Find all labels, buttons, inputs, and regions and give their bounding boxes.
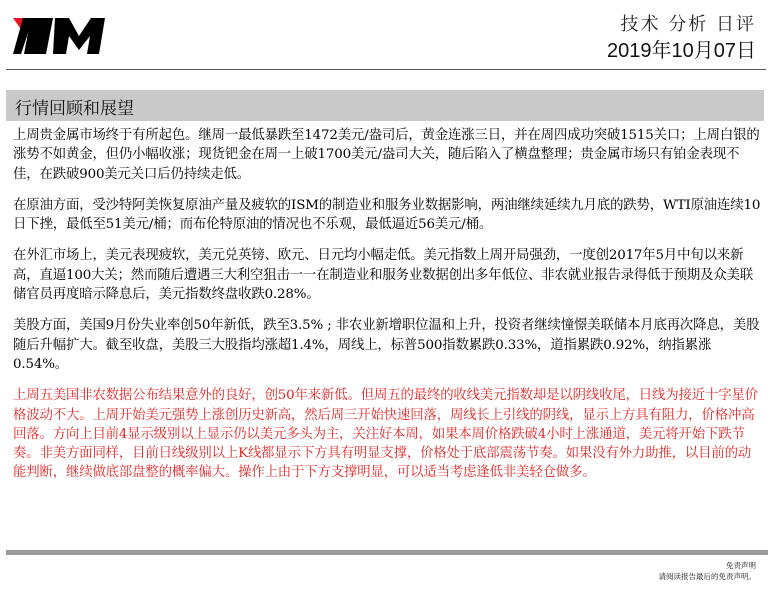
report-type: 技术 分析 日评 bbox=[620, 14, 756, 35]
report-body bbox=[13, 126, 761, 495]
paragraph-analysis: 上周五美国非农数据公布结果意外的良好，创50年来新低。但周五的最终的收线美元指数却是以阴线收尾，日线为接近十字星价格波动不大。上周开始美元强势上涨创历史新高，然后周三开始快速回落，周线长上引线的阴线，显示上方具有阻力，价格冲高回落。方向上目前4显示级别以上显示仍以美元多头为主，关注好本周，如果本周价格跌破4小时上涨通道，美元将开始下跌节奏。非美方面同样，目前日线级别以上K线都显示下方具有明显支撑，价格处于底部震荡节奏。如果没有外力助推，以目前的动能判断，继续做底部盘整的概率偏大。操作上由于下方支撑明显，可以适当考虑逢低非美轻仓做多。 bbox=[13, 388, 758, 481]
report-header bbox=[607, 14, 756, 64]
paragraph-forex: 在外汇市场上，美元表现疲软，美元兑英镑、欧元、日元均小幅走低。美元指数上周开局强劲，一度创2017年5月中旬以来新高，直逼100大关；然而随后遭遇三大利空狙击一一在制造业和服务业数据创出多年低位、非农就业报告录得低于预期及众美联储官员再度暗示降息后，美元指数终盘收跌0.28%。 bbox=[13, 248, 754, 303]
paragraph-us-stocks: 美股方面，美国9月份失业率创50年新低，跌至3.5% ; 非农业新增职位温和上升，投资者继续憧憬美联储本月底再次降息，美股随后升幅扩大。截至收盘，美股三大股指均涨超1.4%，周线上，标普500指数累跌0.33%，道指累跌0.92%，纳指累涨0.54%。 bbox=[13, 318, 760, 372]
paragraph-precious-metals: 上周贵金属市场终于有所起色。继周一最低暴跌至1472美元/盎司后，黄金连涨三日，并在周四成功突破1515关口；上周白银的涨势不如黄金，但仍小幅收涨；现货钯金在周一上破1700美元/盎司大关，随后陷入了横盘整理；贵金属市场只有铂金表现不佳，在跌破900美元关口后仍持续走低。 bbox=[13, 128, 760, 182]
header-divider bbox=[6, 69, 766, 70]
section-header bbox=[6, 90, 764, 121]
report-date: 2019年10月07日 bbox=[607, 40, 756, 62]
xm-logo bbox=[13, 14, 121, 58]
disclaimer-title: 免责声明 bbox=[726, 561, 756, 570]
paragraph-crude-oil: 在原油方面，受沙特阿美恢复原油产量及疲软的ISM的制造业和服务业数据影响，两油继续延续九月底的跌势，WTI原油连续10日下挫，最低至51美元/桶；而布伦特原油的情况也不乐观，最低逼近56美元/桶。 bbox=[13, 197, 761, 233]
footer-divider bbox=[6, 550, 768, 555]
section-title: 行情回顾和展望 bbox=[15, 99, 134, 119]
disclaimer bbox=[659, 560, 757, 582]
disclaimer-text: 请阅读报告最后的免责声明。 bbox=[658, 572, 756, 581]
xm-logo-icon bbox=[13, 14, 121, 58]
